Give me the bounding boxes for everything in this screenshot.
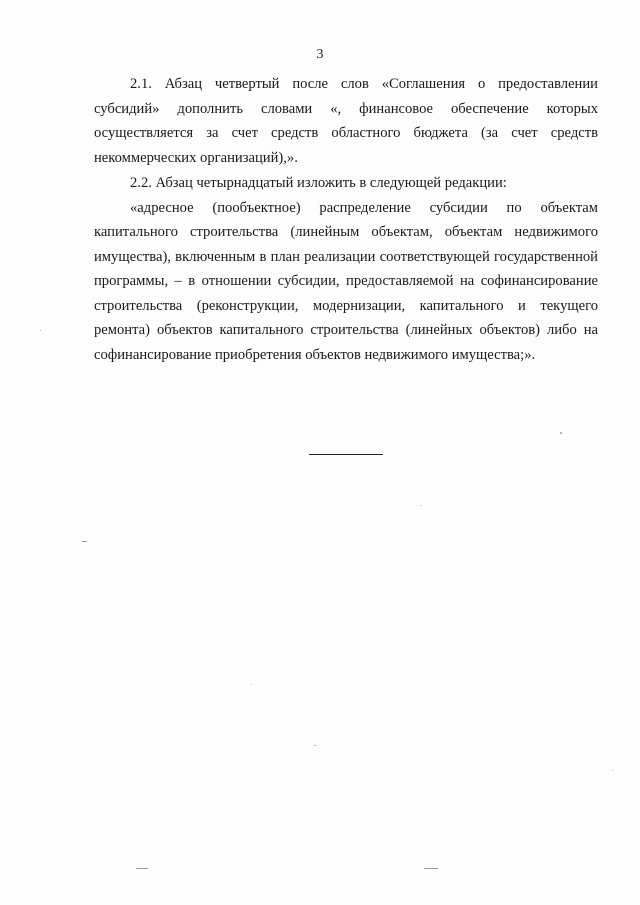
- paragraph-2-2: 2.2. Абзац четырнадцатый изложить в следующей редакции:: [130, 175, 507, 191]
- scan-speck: [612, 770, 613, 771]
- scan-speck: [420, 505, 421, 506]
- page-number: 3: [316, 47, 324, 62]
- scan-speck: [40, 330, 41, 331]
- paragraph-2-1: 2.1. Абзац четвертый после слов «Соглашения о предоставлении субсидий» дополнить словами «, финансовое обеспечение которых осуществляется за счет средств областного бюджета (за счет средств некоммерческих организаций),».: [94, 76, 598, 166]
- scan-speck: [82, 541, 87, 542]
- scan-speck: [136, 868, 148, 869]
- scan-speck: [314, 745, 316, 746]
- scan-speck: [560, 432, 562, 434]
- scan-speck: [424, 868, 438, 869]
- paragraph-new-wording: «адресное (пообъектное) распределение субсидии по объектам капитального строительства (линейным объектам, объектам недвижимого имущества), включенным в план реализации соответствующей государственной программы, – в отношении субсидии, предоставляемой на софинансирование строительства (реконструкции, модернизации, капитального и текущего ремонта) объектов капитального строительства (линейных объектов) либо на софинансирование приобретения объектов недвижимого имущества;».: [94, 199, 598, 363]
- document-body: [94, 72, 598, 367]
- end-separator-line: [309, 454, 383, 455]
- scan-speck: [251, 684, 252, 685]
